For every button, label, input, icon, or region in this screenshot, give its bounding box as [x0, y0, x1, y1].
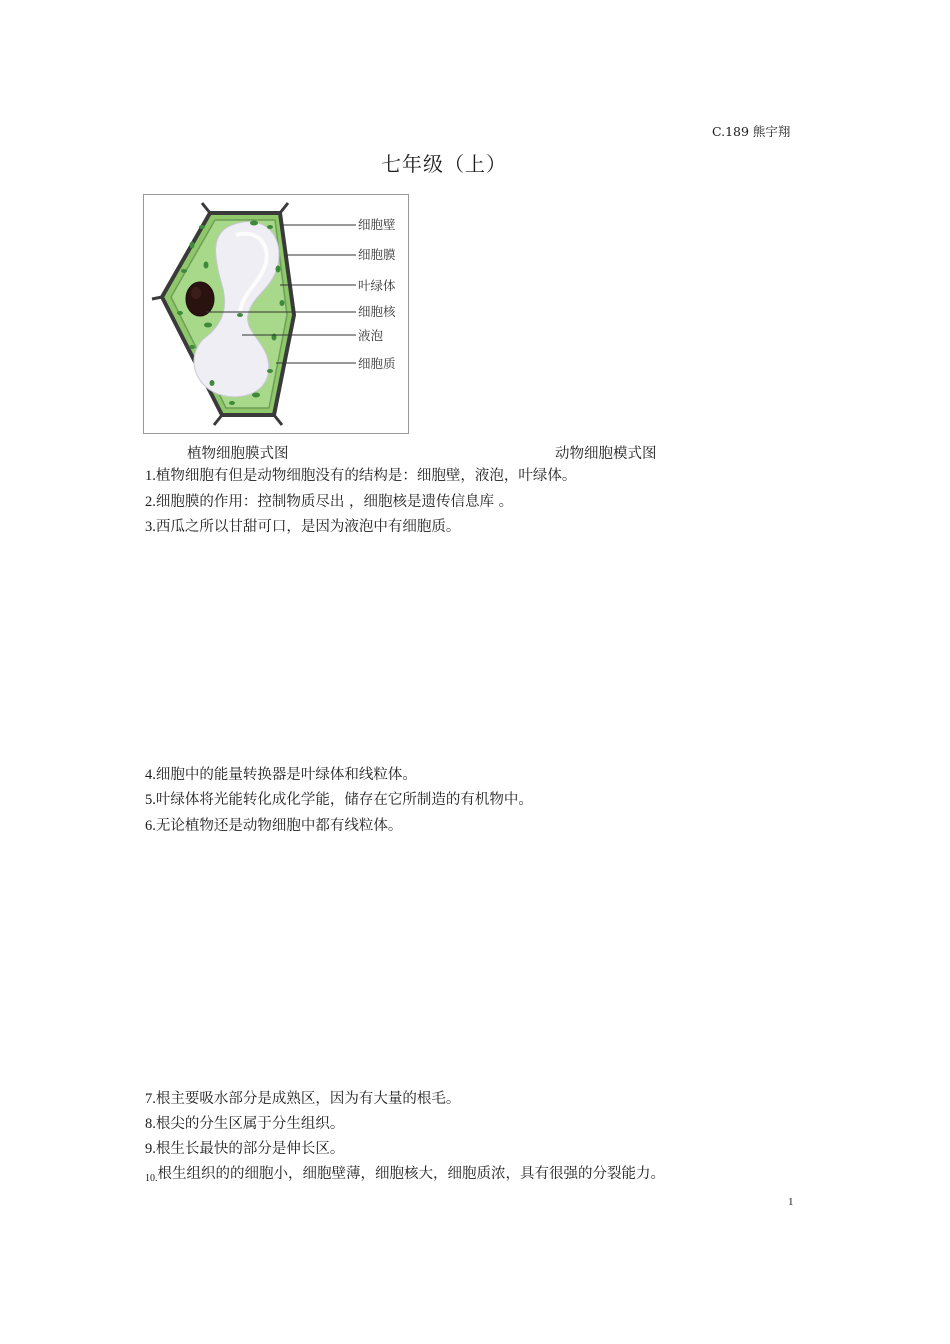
list-item: 4.细胞中的能量转换器是叶绿体和线粒体。 — [145, 767, 417, 783]
label-cell-wall: 细胞壁 — [358, 217, 396, 232]
list-item: 1.植物细胞有但是动物细胞没有的结构是：细胞壁，液泡，叶绿体。 — [145, 468, 577, 484]
caption-plant-cell: 植物细胞膜式图 — [187, 446, 289, 462]
label-nucleus: 细胞核 — [358, 304, 396, 319]
list-item: 5.叶绿体将光能转化成化学能，储存在它所制造的有机物中。 — [145, 792, 533, 808]
nucleus-shape — [186, 282, 214, 316]
plant-cell-figure — [143, 194, 409, 434]
figure-labels — [358, 217, 396, 371]
list-item: 6.无论植物还是动物细胞中都有线粒体。 — [145, 818, 403, 834]
caption-animal-cell: 动物细胞模式图 — [555, 446, 657, 462]
label-cell-membrane: 细胞膜 — [358, 247, 396, 262]
page-number: 1 — [788, 1196, 794, 1208]
label-chloroplast: 叶绿体 — [358, 278, 396, 293]
list-item: 2.细胞膜的作用：控制物质尽出 ，细胞核是遗传信息库 。 — [145, 494, 514, 510]
label-cytoplasm: 细胞质 — [358, 356, 396, 371]
page-title: 七年级（上） — [381, 152, 507, 176]
list-item: 7.根主要吸水部分是成熟区，因为有大量的根毛。 — [145, 1091, 461, 1107]
list-item: $_{10.}$根生组织的的细胞小，细胞壁薄，细胞核大，细胞质浓，具有很强的分裂能力。 — [145, 1166, 665, 1184]
header-note: C.189 熊宇翔 — [712, 124, 791, 139]
list-item: 3.西瓜之所以甘甜可口，是因为液泡中有细胞质。 — [145, 519, 461, 535]
plant-cell-diagram — [144, 195, 408, 433]
list-item: 9.根生长最快的部分是伸长区。 — [145, 1141, 345, 1157]
label-vacuole: 液泡 — [358, 328, 384, 343]
list-item: 8.根尖的分生区属于分生组织。 — [145, 1116, 345, 1132]
